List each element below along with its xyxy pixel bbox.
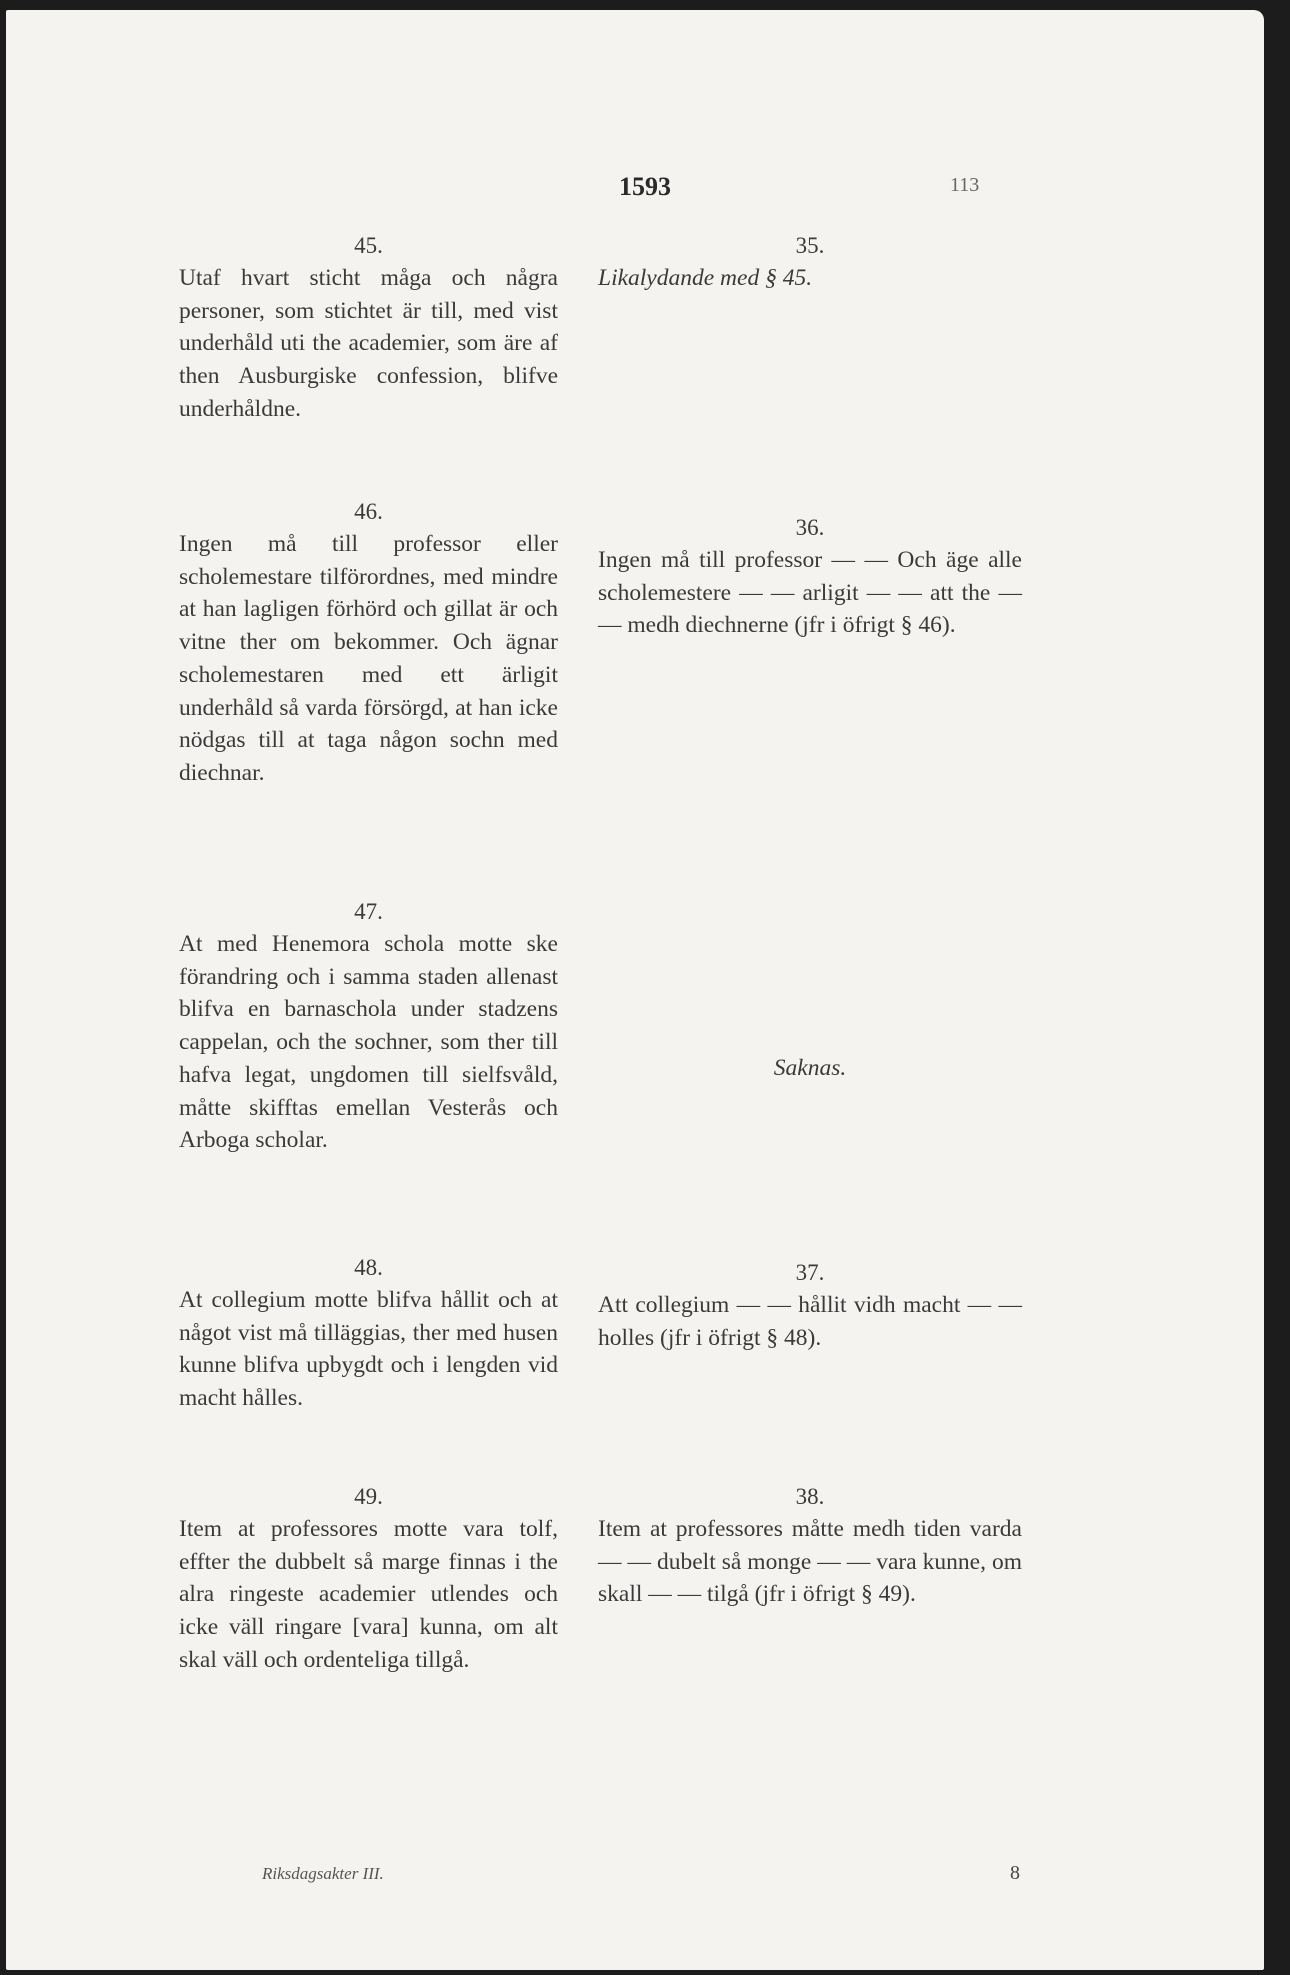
- section-missing: [598, 1052, 1022, 1085]
- section-number: 49.: [354, 1484, 383, 1509]
- section-text: Ingen må till professor — — Och äge alle scholemestere — — arligit — — att the — — medh diechnerne (jfr i öfrigt § 46).: [598, 547, 1022, 639]
- section-text: Saknas.: [773, 1055, 847, 1081]
- section-number: 48.: [354, 1255, 383, 1280]
- section-number: 36.: [795, 515, 825, 540]
- section-47: [179, 896, 558, 1157]
- section-number: 37.: [795, 1260, 825, 1285]
- section-49: [179, 1481, 558, 1677]
- section-text: At collegium motte blifva hållit och at något vist må tilläggias, ther med husen kunne blifva upbygdt och i lengden vid macht hålles.: [179, 1287, 558, 1412]
- section-number: 35.: [795, 233, 825, 258]
- section-text: Likalydande med § 45.: [598, 265, 813, 291]
- section-text: Ingen må till professor eller scholemestare tilförordnes, med mindre at han lagligen förhörd och gillat är och vitne ther om bekommer. Och ägnar scholemestaren med ett ärligit underhåld så varda försörgd, at han icke nödgas till at taga någon sochn med diechnar.: [179, 531, 558, 786]
- section-48: [179, 1252, 558, 1415]
- section-text: Item at professores måtte medh tiden varda — — dubelt så monge — — vara kunne, om skall — — tilgå (jfr i öfrigt § 49).: [598, 1516, 1022, 1608]
- section-text: Item at professores motte vara tolf, effter the dubbelt så marge finnas i the alra ringeste academier utlendes och icke väll ringare [vara] kunna, om alt skal väll och ordenteliga tillgå.: [179, 1516, 558, 1673]
- section-number: 46.: [354, 499, 383, 524]
- section-text: At med Henemora schola motte ske förandring och i samma staden allenast blifva en barnaschola under stadzens cappelan, och the sochner, som ther till hafva legat, ungdomen till sielfsvåld, måtte skifftas emellan Vesterås och Arboga scholar.: [179, 931, 558, 1154]
- section-text: Att collegium — — hållit vidh macht — — holles (jfr i öfrigt § 48).: [598, 1292, 1022, 1351]
- section-35: [598, 230, 1022, 295]
- section-45: [179, 230, 558, 426]
- page-year: 1593: [619, 172, 671, 201]
- section-38: [598, 1481, 1022, 1611]
- page-number: 113: [950, 174, 980, 196]
- section-number: 47.: [354, 899, 383, 924]
- section-text: Utaf hvart sticht måga och några personer, som stichtet är till, med vist underhåld uti the academier, som äre af then Ausburgiske confession, blifve underhåldne.: [179, 265, 558, 422]
- section-number: 38.: [795, 1484, 825, 1509]
- section-46: [179, 496, 558, 790]
- section-37: [598, 1257, 1022, 1354]
- section-number: 45.: [354, 233, 383, 258]
- footer-signature: 8: [1010, 1862, 1020, 1884]
- footer-source: Riksdagsakter III.: [262, 1864, 384, 1883]
- section-36: [598, 512, 1022, 642]
